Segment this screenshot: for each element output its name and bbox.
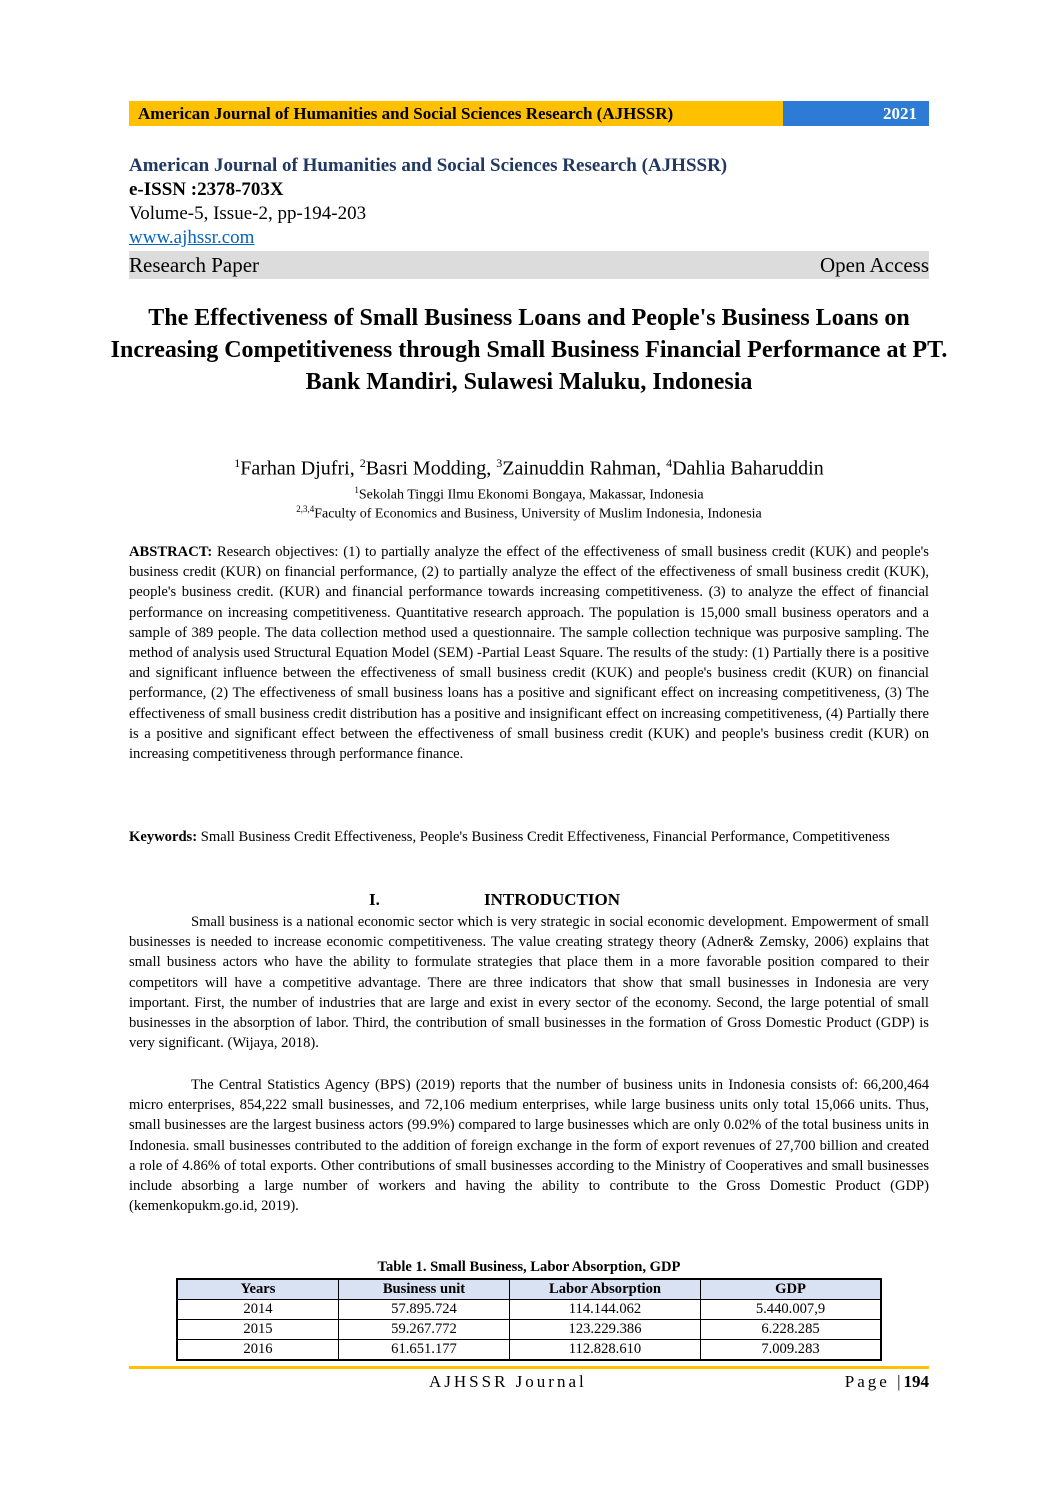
running-header-journal: American Journal of Humanities and Social Sciences Research (AJHSSR) — [129, 101, 783, 126]
table-row — [177, 1300, 881, 1320]
table-cell: 114.144.062 — [510, 1300, 701, 1320]
table-cell: 2016 — [177, 1340, 339, 1361]
body-paragraph: Small business is a national economic sector which is very strategic in social economic development. Empowerment of small businesses is needed to increase economic competitiveness. The value creating strategy theory (Adner& Zemsky, 2006) explains that small business actors who have the ability to formulate strategies that place them in a more favorable position compared to their competitors will have a competitive advantage. There are three indicators that show that small businesses in Indonesia are very important. First, the number of industries that are large and exist in every sector of the economy. Second, the large potential of small businesses in the absorption of labor. Third, the contribution of small businesses in the formation of Gross Domestic Product (GDP) is very significant. (Wijaya, 2018). — [129, 914, 929, 1052]
paper-type: Research Paper — [129, 252, 260, 277]
journal-info — [129, 153, 929, 250]
footer-page-label: Page | — [844, 1372, 904, 1391]
table-cell: 6.228.285 — [701, 1320, 882, 1340]
author-sup: 3 — [496, 456, 503, 470]
footer-page-number: 194 — [903, 1372, 929, 1391]
footer-page — [845, 1372, 929, 1392]
body-paragraph: The Central Statistics Agency (BPS) (2019) reports that the number of business units in Indonesia consists of: 66,200,464 micro enterprises, 854,222 small businesses, and 72,106 medium enterprises, while large business units only total 15,066 units. Thus, small businesses are the largest business actors (99.9%) compared to large businesses which are only 0.02% of the total business units in Indonesia. small businesses contributed to the addition of foreign exchange in the form of export revenues of 27,700 billion and created a role of 4.86% of total exports. Other contributions of small businesses according to the Ministry of Cooperatives and small businesses include absorbing a large number of workers and having the ability to contribute to the Gross Domestic Product (GDP) (kemenkopukm.go.id, 2019). — [129, 1077, 929, 1215]
author-sup: 4 — [666, 456, 673, 470]
paper-title: The Effectiveness of Small Business Loans and People's Business Loans on Increasing Competitiveness through Small Business Financial Performance at PT. Bank Mandiri, Sulawesi Maluku, Indonesia — [110, 305, 948, 395]
table-cell: 61.651.177 — [339, 1340, 510, 1361]
data-table — [176, 1278, 882, 1361]
running-header — [129, 101, 929, 126]
running-header-year: 2021 — [783, 101, 929, 126]
footer-journal: AJHSSR Journal — [429, 1372, 587, 1391]
abstract — [129, 542, 929, 764]
affiliation-text: Faculty of Economics and Business, University of Muslim Indonesia, Indonesia — [314, 506, 762, 522]
paper-type-bar — [129, 251, 929, 279]
author-name: Dahlia Baharuddin — [672, 457, 824, 480]
author-sup: 1 — [234, 456, 241, 470]
table-header-cell: GDP — [701, 1279, 882, 1300]
keywords-text: Small Business Credit Effectiveness, People's Business Credit Effectiveness, Financial Performance, Competitiveness — [197, 829, 890, 845]
journal-name: American Journal of Humanities and Social Sciences Research (AJHSSR) — [129, 155, 728, 176]
affiliation — [110, 500, 948, 524]
journal-url-link[interactable]: www.ajhssr.com — [129, 227, 255, 248]
author-sup: 2 — [359, 456, 366, 470]
author-name: Farhan Djufri — [240, 457, 350, 480]
table-cell: 2014 — [177, 1300, 339, 1320]
affiliation-text: Sekolah Tinggi Ilmu Ekonomi Bongaya, Makassar, Indonesia — [358, 487, 704, 503]
journal-issn: e-ISSN :2378-703X — [129, 179, 284, 200]
page-footer — [129, 1372, 929, 1396]
table-cell: 7.009.283 — [701, 1340, 882, 1361]
abstract-text: Research objectives: (1) to partially analyze the effect of the effectiveness of small business credit (KUK) and people's business credit (KUR) on financial performance, (2) to partially analyze the effect of the effectiveness of small business credit (KUK), people's business credit. (KUR) and financial performance towards increasing competitiveness. (3) to analyze the effect of financial performance on increasing competitiveness. Quantitative research approach. The population is 15,000 small business operators and a sample of 389 people. The data collection method used a questionnaire. The sample collection technique was purposive sampling. The method of analysis used Structural Equation Model (SEM) -Partial Least Square. The results of the study: (1) Partially there is a positive and significant influence between the effectiveness of small business credit (KUK) and people's business credit (KUR) on financial performance, (2) The effectiveness of small business loans has a positive and significant effect on increasing competitiveness, (3) The effectiveness of small business credit distribution has a positive and insignificant effect on increasing competitiveness, (4) Partially there is a positive and significant effect between the effectiveness of small business credit (KUK) and people's business credit (KUR) on increasing competitiveness through performance finance. — [129, 544, 929, 763]
table-cell: 57.895.724 — [339, 1300, 510, 1320]
table-cell: 112.828.610 — [510, 1340, 701, 1361]
author-list: $^1$Farhan Djufri, $^2$Basri Modding, $^3$Zainuddin Rahman, $^4$Dahlia Baharuddin — [234, 456, 824, 480]
author-name: Basri Modding — [365, 457, 487, 480]
table-row — [177, 1320, 881, 1340]
keywords — [129, 827, 929, 847]
affiliation-sup: 1 — [354, 485, 359, 495]
table-cell: 5.440.007,9 — [701, 1300, 882, 1320]
table-header-cell: Labor Absorption — [510, 1279, 701, 1300]
journal-volume: Volume-5, Issue-2, pp-194-203 — [129, 203, 367, 224]
table-header-cell: Years — [177, 1279, 339, 1300]
access-type: Open Access — [819, 252, 929, 277]
table-header-row — [177, 1279, 881, 1300]
table-header-cell: Business unit — [339, 1279, 510, 1300]
section-title: INTRODUCTION — [484, 890, 621, 909]
table-cell: 2015 — [177, 1320, 339, 1340]
keywords-label: Keywords: — [129, 829, 198, 845]
abstract-label: ABSTRACT: — [129, 544, 213, 560]
section-number: I. — [369, 890, 380, 909]
table-cell: 59.267.772 — [339, 1320, 510, 1340]
table-row — [177, 1340, 881, 1361]
footer-rule — [129, 1366, 929, 1369]
author-name: Zainuddin Rahman — [502, 457, 657, 480]
table-caption: Table 1. Small Business, Labor Absorption, GDP — [377, 1259, 681, 1275]
table-cell: 123.229.386 — [510, 1320, 701, 1340]
affiliation-sup: 2,3,4 — [296, 504, 315, 514]
